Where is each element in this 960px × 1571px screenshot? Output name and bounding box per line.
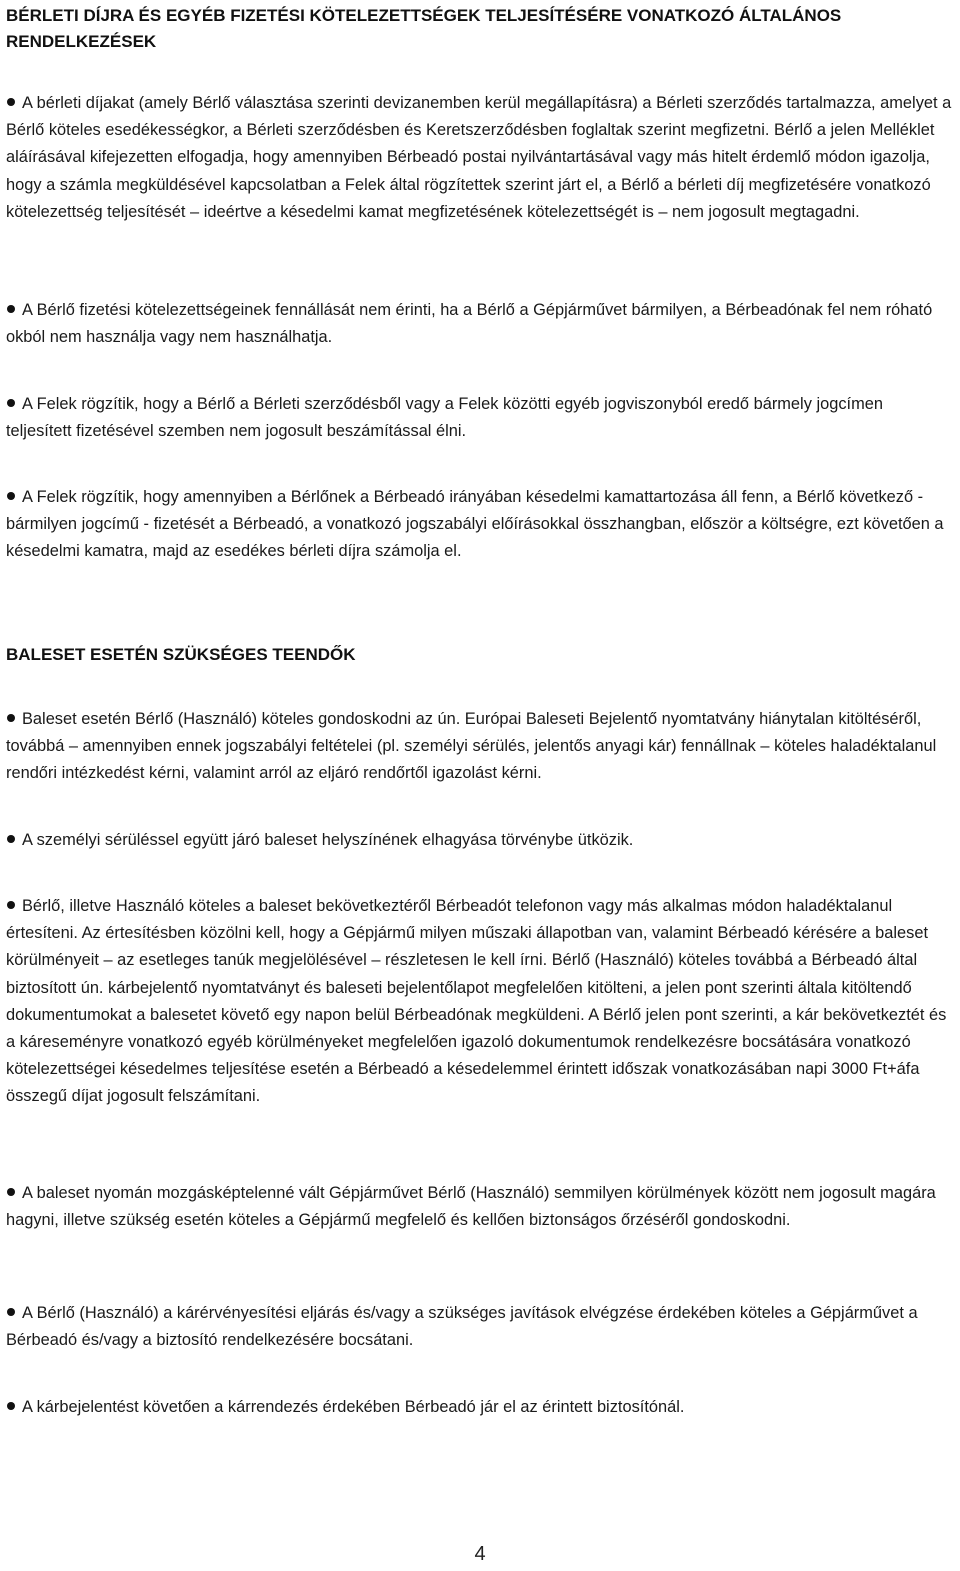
list-item [6, 484, 952, 566]
bullet-icon [7, 98, 15, 106]
list-item-text: A baleset nyomán mozgásképtelenné vált Gépjárművet Bérlő (Használó) semmilyen körülmények között nem jogosult magára hagyni, illetve szükség esetén köteles a Gépjármű megfelelő és kellően biztonságos őrzéséről gondoskodni. [6, 1184, 936, 1230]
bullet-icon [7, 1402, 15, 1410]
list-item-text: A Bérlő fizetési kötelezettségeinek fennállását nem érinti, ha a Bérlő a Gépjárművet bármilyen, a Bérbeadónak fel nem róható okból nem használja vagy nem használhatja. [6, 301, 933, 347]
bullet-icon [7, 399, 15, 407]
list-item-text: A bérleti díjakat (amely Bérlő választása szerinti devizanemben kerül megállapításra) a Bérleti szerződés tartalmazza, amelyet a Bérlő köteles esedékességkor, a Bérleti szerződésben és Keretszerződésben foglaltak szerint megfizetni. Bérlő a jelen Melléklet aláírásával kifejezetten elfogadja, hogy amennyiben Bérbeadó postai nyilvántartásával vagy más hitelt érdemlő módon igazolja, hogy a számla megküldésével kapcsolatban a Felek által rögzítettek szerint járt el, a Bérlő a bérleti díj megfizetésére vonatkozó kötelezettség teljesítését – ideértve a késedelmi kamat megfizetésének kötelezettségét is – nem jogosult megtagadni. [6, 94, 952, 221]
list-item-text: A Bérlő (Használó) a kárérvényesítési eljárás és/vagy a szükséges javítások elvégzése érdekében köteles a Gépjárművet a Bérbeadó és/vagy a biztosító rendelkezésére bocsátani. [6, 1304, 918, 1350]
list-item [6, 1394, 952, 1421]
list-item [6, 297, 952, 351]
bullet-icon [7, 1308, 15, 1316]
list-item [6, 90, 952, 226]
bullet-icon [7, 305, 15, 313]
list-item-text: A személyi sérüléssel együtt járó baleset helyszínének elhagyása törvénybe ütközik. [22, 831, 634, 849]
list-item-text: Bérlő, illetve Használó köteles a baleset bekövetkeztéről Bérbeadót telefonon vagy más alkalmas módon haladéktalanul értesíteni. Az értesítésben közölni kell, hogy a Gépjármű milyen műszaki állapotban van, valamint Bérbeadó kérésére a baleset körülményeit – az esetleges tanúk megjelölésével – részletesen le kell írni. Bérlő (Használó) köteles továbbá a Bérbeadó által biztosított ún. kárbejelentő nyomtatványt és baleseti bejelentőlapot megfelelően kitölteni, a jelen pont szerinti általa kitöltendő dokumentumokat a balesetet követő egy napon belül Bérbeadónak megküldeni. A Bérlő jelen pont szerinti, a kár bekövetkeztét és a káreseményre vonatkozó egyéb körülményeket megfelelően igazoló dokumentumok rendelkezésre bocsátására vonatkozó kötelezettségei késedelmes teljesítése esetén a Bérbeadó a késedelemmel érintett időszak vonatkozásában napi 3000 Ft+áfa összegű díjat jogosult felszámítani. [6, 897, 947, 1106]
list-item [6, 1300, 952, 1354]
list-item [6, 706, 952, 788]
page-number: 4 [474, 1543, 486, 1565]
list-item [6, 391, 952, 445]
list-item-text: Baleset esetén Bérlő (Használó) köteles gondoskodni az ún. Európai Baleseti Bejelentő nyomtatvány hiánytalan kitöltéséről, továbbá – amennyiben ennek jogszabályi feltételei (pl. személyi sérülés, jelentős anyagi kár) fennállnak – köteles haladéktalanul rendőri intézkedést kérni, valamint arról az eljáró rendőrtől igazolást kérni. [6, 710, 937, 783]
section-heading-payment: BÉRLETI DÍJRA ÉS EGYÉB FIZETÉSI KÖTELEZETTSÉGEK TELJESÍTÉSÉRE VONATKOZÓ ÁLTALÁNOS RENDELKEZÉSEK [6, 6, 842, 51]
section-heading-accident: BALESET ESETÉN SZÜKSÉGES TEENDŐK [6, 645, 356, 664]
bullet-icon [7, 901, 15, 909]
list-item [6, 893, 952, 1111]
bullet-icon [7, 492, 15, 500]
bullet-icon [7, 1188, 15, 1196]
list-item [6, 827, 952, 854]
list-item-text: A Felek rögzítik, hogy amennyiben a Bérlőnek a Bérbeadó irányában késedelmi kamattartozása áll fenn, a Bérlő következő - bármilyen jogcímű - fizetését a Bérbeadó, a vonatkozó jogszabályi előírásokkal összhangban, először a költségre, ezt követően a késedelmi kamatra, majd az esedékes bérleti díjra számolja el. [6, 488, 944, 561]
list-item-text: A Felek rögzítik, hogy a Bérlő a Bérleti szerződésből vagy a Felek közötti egyéb jogviszonyból eredő bármely jogcímen teljesített fizetésével szemben nem jogosult beszámítással élni. [6, 395, 883, 441]
list-item [6, 1180, 952, 1234]
list-item-text: A kárbejelentést követően a kárrendezés érdekében Bérbeadó jár el az érintett biztosítónál. [22, 1398, 685, 1416]
bullet-icon [7, 835, 15, 843]
bullet-icon [7, 714, 15, 722]
